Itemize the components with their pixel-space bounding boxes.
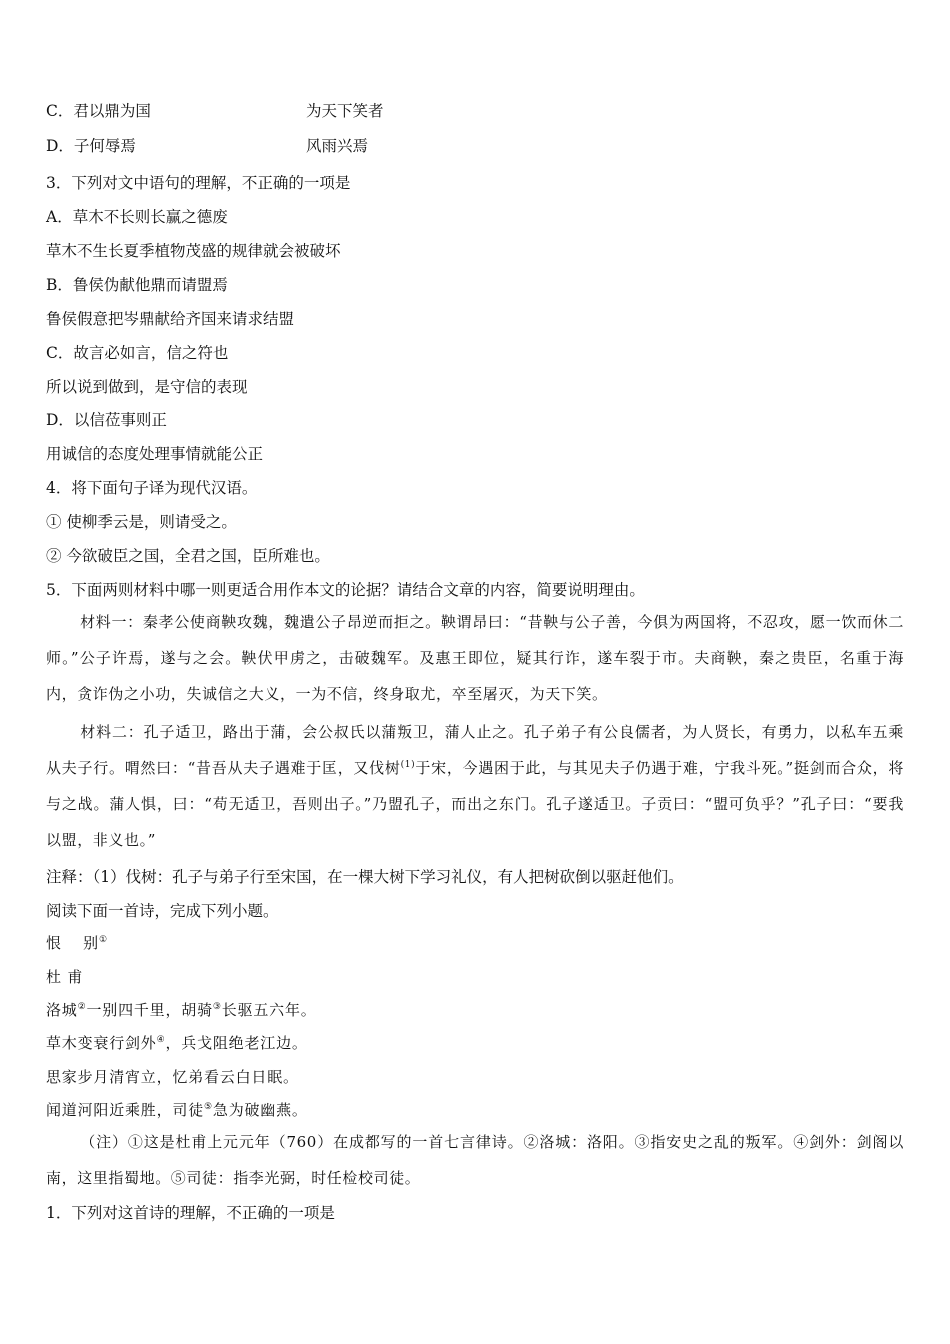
- q3-option-c-explanation: 所以说到做到，是守信的表现: [46, 378, 248, 396]
- poem-line-1-c: 长驱五六年。: [221, 1001, 317, 1019]
- material-2: [46, 714, 904, 858]
- poem-line-1-sup: ②: [77, 1002, 87, 1012]
- poem-line-4-a: 闻道河阳近乘胜，司徒: [46, 1101, 205, 1119]
- option-c-left: C．君以鼎为国: [46, 102, 151, 120]
- material-1-text: 材料一：秦孝公使商鞅攻魏，魏遣公子昂逆而拒之。鞅谓昂曰：“昔鞅与公子善，今俱为两国将，不忍攻，愿一饮而休二师。”公子许焉，遂与之会。鞅伏甲虏之，击破魏军。及惠王即位，疑其行诈，遂车裂于市。夫商鞅，秦之贵臣，名重于海内，贪诈伪之小功，失诚信之大义，一为不信，终身取尤，卒至屠灭，为天下笑。: [46, 613, 904, 703]
- question-4: 4．将下面句子译为现代汉语。: [46, 479, 258, 497]
- q3-option-d-explanation: 用诚信的态度处理事情就能公正: [46, 445, 264, 463]
- poem-line-2-b: ，兵戈阻绝老江边。: [165, 1034, 308, 1052]
- poem-title-sup: ①: [98, 935, 108, 945]
- q3-option-c: C．故言必如言，信之符也: [46, 344, 229, 362]
- q3-option-b-explanation: 鲁侯假意把岑鼎献给齐国来请求结盟: [46, 310, 295, 328]
- q4-sentence-1: ① 使柳季云是，则请受之。: [46, 513, 237, 531]
- poem-line-4-b: 急为破幽燕。: [212, 1101, 308, 1119]
- poem-line-2-a: 草木变衰行剑外: [46, 1034, 157, 1052]
- poem-notes-text: （注）①这是杜甫上元元年（760）在成都写的一首七言律诗。②洛城：洛阳。③指安史之乱的叛军。④剑外：剑阁以南，这里指蜀地。⑤司徒：指李光弼，时任检校司徒。: [46, 1133, 904, 1187]
- option-d-right: 风雨兴焉: [306, 137, 369, 155]
- poem-line-1-a: 洛城: [46, 1001, 78, 1019]
- footnote-marker: (1): [400, 760, 416, 770]
- q3-option-a-explanation: 草木不生长夏季植物茂盛的规律就会被破坏: [46, 242, 341, 260]
- material-2-text-b: 于宋，今遇困于此，与其见夫子仍遇于难，宁我斗死。”挺剑而合众，将与之战。蒲人惧，曰：“苟无适卫，吾则出子。”乃盟孔子，而出之东门。孔子遂适卫。子贡曰：“盟可负乎？”孔子曰：“要我以盟，非义也。”: [46, 759, 904, 849]
- annotation-note: 注释：（1）伐树：孔子与弟子行至宋国，在一棵大树下学习礼仪，有人把树砍倒以驱赶他们。: [46, 868, 684, 886]
- option-d-left: D．子何辱焉: [46, 137, 136, 155]
- poem-line-2: [46, 1032, 308, 1054]
- poem-title-text: 恨 别: [46, 934, 99, 952]
- poem-line-1-sup2: ③: [212, 1002, 222, 1012]
- q3-option-a: A．草木不长则长赢之德废: [46, 208, 228, 226]
- poem-line-4-sup: ⑤: [204, 1102, 213, 1112]
- poem-line-1-b: 一别四千里，胡骑: [86, 1001, 213, 1019]
- option-d-row: [46, 135, 369, 157]
- q3-option-d: D．以信莅事则正: [46, 411, 167, 429]
- question-3: 3．下列对文中语句的理解，不正确的一项是: [46, 174, 351, 192]
- question-5: 5．下面两则材料中哪一则更适合用作本文的论据？请结合文章的内容，简要说明理由。: [46, 581, 645, 599]
- question-1: 1．下列对这首诗的理解，不正确的一项是: [46, 1204, 335, 1222]
- q4-sentence-2: ② 今欲破臣之国，全君之国，臣所难也。: [46, 547, 330, 565]
- option-c-right: 为天下笑者: [306, 102, 384, 120]
- material-1: [46, 604, 904, 712]
- poem-line-2-sup: ④: [156, 1035, 166, 1045]
- poem-line-1: [46, 999, 317, 1021]
- poem-notes: [46, 1124, 904, 1196]
- material-2-text-a: 材料二：孔子适卫，路出于蒲，会公叔氏以蒲叛卫，蒲人止之。孔子弟子有公良儒者，为人贤长，有勇力，以私车五乘从夫子行。喟然曰：“昔吾从夫子遇难于匡，又伐树: [46, 723, 904, 777]
- poem-author: 杜 甫: [46, 968, 84, 986]
- poem-line-4: [46, 1099, 308, 1121]
- poem-title: [46, 932, 108, 954]
- q3-option-b: B．鲁侯伪献他鼎而请盟焉: [46, 276, 228, 294]
- option-c-row: [46, 100, 384, 122]
- poem-line-3: 思家步月清宵立，忆弟看云白日眠。: [46, 1068, 299, 1086]
- poem-intro: 阅读下面一首诗，完成下列小题。: [46, 902, 279, 920]
